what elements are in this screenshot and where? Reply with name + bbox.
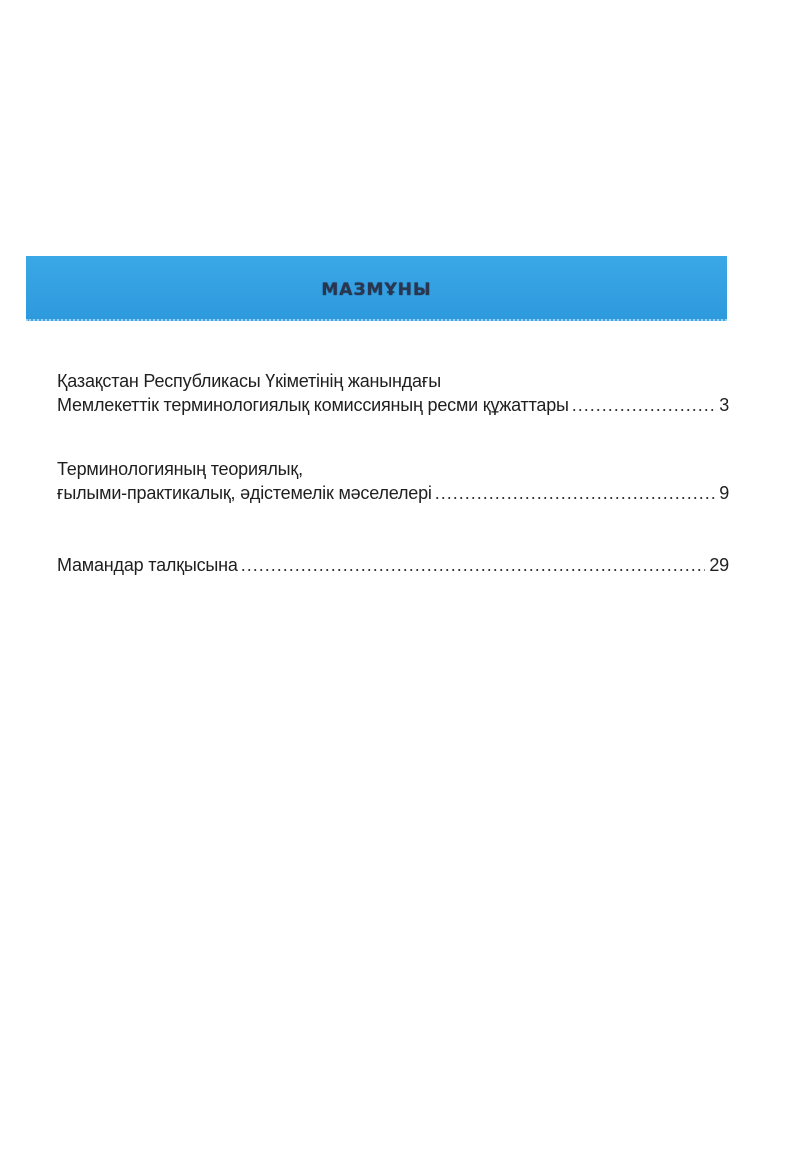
toc-page-number: 29	[709, 555, 729, 575]
toc-entry-text: ғылыми-практикалық, әдістемелік мәселелері	[57, 483, 432, 503]
toc-entry-text: Қазақстан Республикасы Үкіметінің жанындағы	[57, 371, 441, 391]
toc-entry[interactable]	[57, 457, 729, 505]
dot-leader	[435, 481, 716, 505]
toc-entry[interactable]	[57, 553, 729, 577]
contents-banner	[26, 256, 727, 321]
toc-entry-line	[57, 553, 729, 577]
toc-entry-line	[57, 369, 729, 393]
toc-entry-text: Мамандар талқысына	[57, 555, 238, 575]
dot-leader	[572, 393, 715, 417]
toc-entry-line	[57, 481, 729, 505]
toc-entry-line	[57, 457, 729, 481]
toc-entry-line	[57, 393, 729, 417]
dot-leader	[241, 553, 706, 577]
contents-title: МАЗМҰНЫ	[321, 279, 432, 300]
toc-entry[interactable]	[57, 369, 729, 417]
toc-entry-text: Мемлекеттік терминологиялық комиссияның ресми құжаттары	[57, 395, 569, 415]
toc-page-number: 9	[719, 483, 729, 503]
toc-page-number: 3	[719, 395, 729, 415]
toc-entry-text: Терминологияның теориялық,	[57, 459, 303, 479]
